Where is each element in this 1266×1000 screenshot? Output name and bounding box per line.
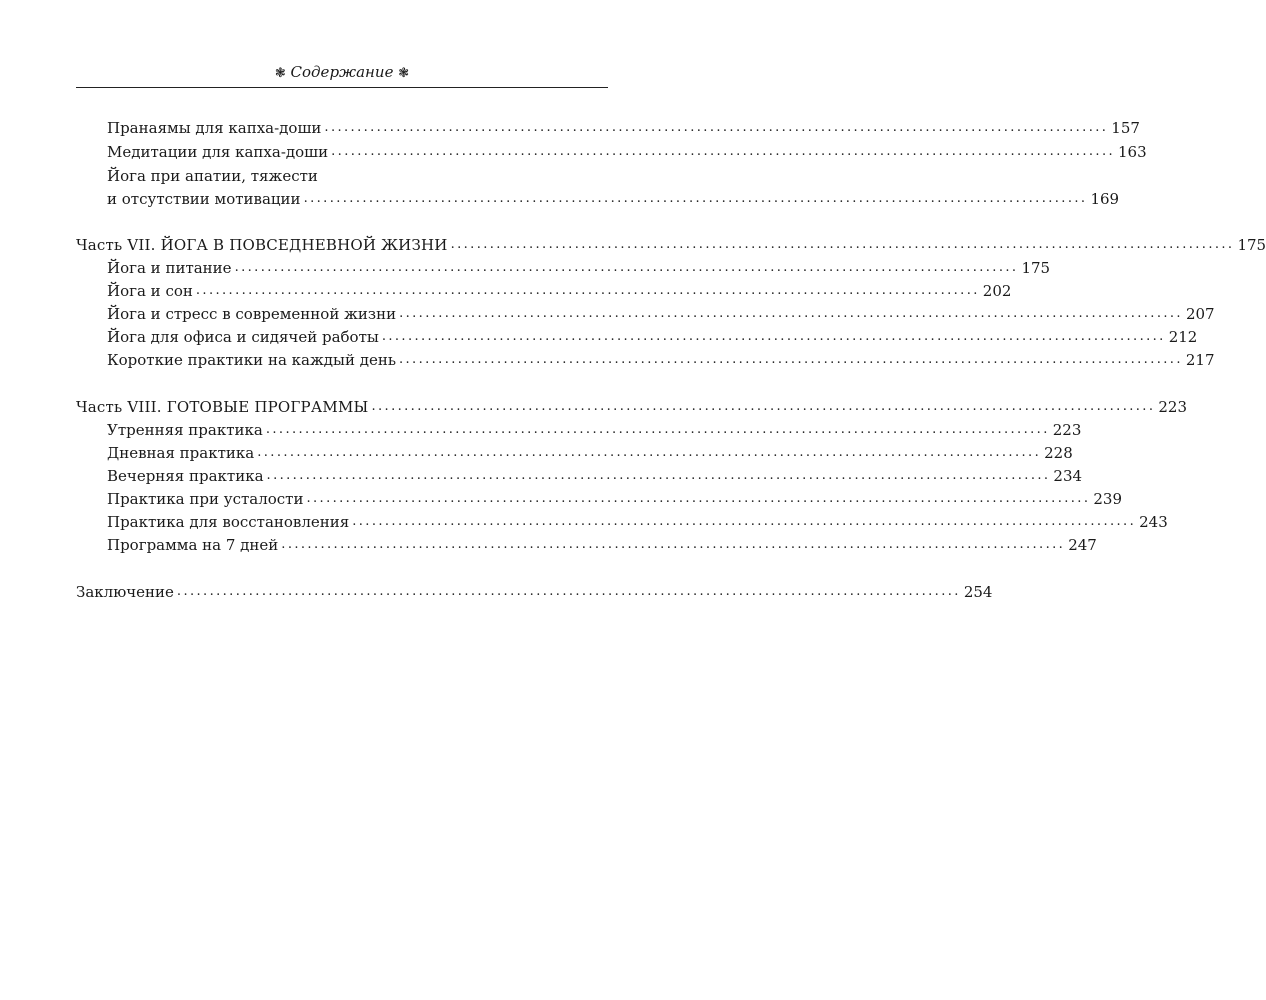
toc-entry-page: 239 <box>1093 490 1123 508</box>
toc-entry[interactable] <box>107 489 1123 509</box>
toc-entry-page: 163 <box>1118 143 1147 161</box>
toc-entry-title: Йога и питание <box>107 259 232 277</box>
toc-entry[interactable] <box>107 118 1140 138</box>
dot-leader: ........................................................................................................................ <box>265 422 1050 437</box>
toc-entry-page: 175 <box>1021 259 1051 277</box>
toc-entry-page: 212 <box>1168 328 1198 346</box>
flower-ornament-icon: ❃ <box>398 66 410 81</box>
toc-entry-title: Утренняя практика <box>107 421 263 439</box>
dot-leader: ........................................................................................................................ <box>398 352 1183 367</box>
toc-entry[interactable] <box>107 327 1198 347</box>
toc-entry[interactable] <box>107 420 1082 440</box>
toc-entry-conclusion[interactable] <box>76 582 993 602</box>
toc-entry-page: 157 <box>1111 119 1140 137</box>
header-rule <box>76 87 608 88</box>
dot-leader: ........................................................................................................................ <box>306 491 1091 506</box>
toc-entry[interactable] <box>107 281 1012 301</box>
toc-entry-title-line2: и отсутствии мотивации <box>107 190 301 208</box>
dot-leader: ........................................................................................................................ <box>234 260 1019 275</box>
dot-leader: ........................................................................................................................ <box>450 237 1235 252</box>
toc-entry-page: 234 <box>1053 467 1083 485</box>
toc-entry-title: Вечерняя практика <box>107 467 264 485</box>
toc-entry-title: Практика для восстановления <box>107 513 350 531</box>
dot-leader: ........................................................................................................................ <box>371 399 1156 414</box>
dot-leader: ........................................................................................................................ <box>399 306 1183 321</box>
dot-leader: ........................................................................................................................ <box>176 584 961 599</box>
toc-entry[interactable] <box>107 258 1051 278</box>
toc-entry-page: 175 <box>1237 236 1266 254</box>
toc-entry-title: Дневная практика <box>107 444 255 462</box>
part-title: Часть VIII. ГОТОВЫЕ ПРОГРАММЫ <box>76 398 369 416</box>
toc-entry-title: Программа на 7 дней <box>107 536 279 554</box>
toc-entry[interactable] <box>107 512 1168 532</box>
flower-ornament-icon: ❃ <box>274 66 286 81</box>
toc-entry-title: Заключение <box>76 583 174 601</box>
dot-leader: ........................................................................................................................ <box>266 468 1051 483</box>
toc-entry[interactable] <box>107 189 1120 209</box>
toc-entry-page: 223 <box>1052 421 1082 439</box>
toc-entry-page: 169 <box>1090 190 1120 208</box>
dot-leader: ........................................................................................................................ <box>324 120 1109 135</box>
running-header <box>76 62 608 84</box>
toc-entry-page: 254 <box>963 583 993 601</box>
toc-entry[interactable] <box>107 535 1097 555</box>
dot-leader: ........................................................................................................................ <box>352 514 1137 529</box>
toc-entry[interactable] <box>107 304 1215 324</box>
toc-part-heading[interactable] <box>76 235 1266 255</box>
toc-entry-title-line1[interactable]: Йога при апатии, тяжести <box>107 167 318 185</box>
toc-entry-page: 217 <box>1185 351 1215 369</box>
toc-entry-page: 202 <box>982 282 1012 300</box>
dot-leader: ........................................................................................................................ <box>281 537 1066 552</box>
toc-entry-page: 243 <box>1139 513 1168 531</box>
dot-leader: ........................................................................................................................ <box>195 283 980 298</box>
toc-entry-page: 223 <box>1158 398 1188 416</box>
dot-leader: ........................................................................................................................ <box>381 329 1166 344</box>
part-title: Часть VII. ЙОГА В ПОВСЕДНЕВНОЙ ЖИЗНИ <box>76 236 448 254</box>
toc-entry-title: Практика при усталости <box>107 490 304 508</box>
toc-entry-title: Короткие практики на каждый день <box>107 351 396 369</box>
toc-entry-page: 247 <box>1068 536 1097 554</box>
toc-entry[interactable] <box>107 466 1083 486</box>
dot-leader: ........................................................................................................................ <box>303 191 1088 206</box>
dot-leader: ........................................................................................................................ <box>331 144 1116 159</box>
toc-entry[interactable] <box>107 142 1147 162</box>
toc-entry[interactable] <box>107 350 1215 370</box>
toc-entry-title: Йога и стресс в современной жизни <box>107 305 397 323</box>
toc-entry-title: Пранаямы для капха-доши <box>107 119 322 137</box>
toc-part-heading[interactable] <box>76 397 1188 417</box>
toc-entry[interactable] <box>107 443 1073 463</box>
toc-entry-page: 207 <box>1185 305 1215 323</box>
header-title: Содержание <box>290 63 394 81</box>
dot-leader: ........................................................................................................................ <box>257 445 1042 460</box>
toc-entry-title: Йога и сон <box>107 282 193 300</box>
toc-entry-page: 228 <box>1044 444 1073 462</box>
toc-entry-title: Йога для офиса и сидячей работы <box>107 328 379 346</box>
toc-entry-title: Медитации для капха-доши <box>107 143 329 161</box>
